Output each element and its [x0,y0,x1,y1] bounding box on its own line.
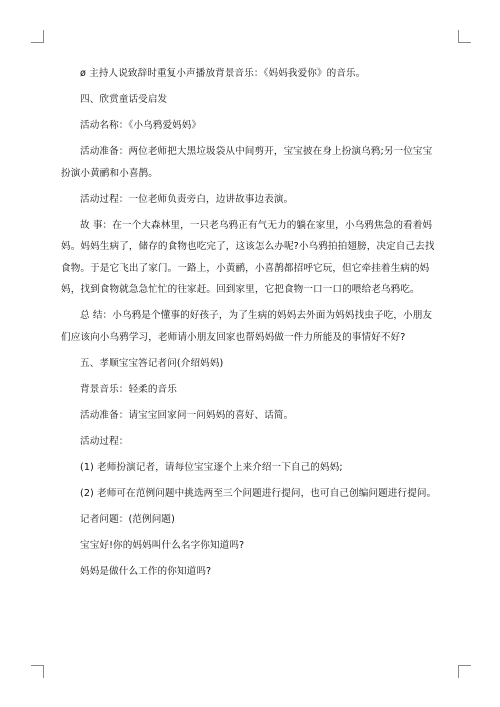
paragraph: (2) 老师可在范例问题中挑选两至三个问题进行提问，也可自己创编问题进行提问。 [80,487,437,499]
paragraph: 活动过程：一位老师负责旁白，边讲故事边表演。 [80,193,294,205]
crop-mark-top-left [31,30,44,43]
paragraph: 故 事：在一个大森林里，一只老乌鸦正有气无力的躺在家里，小乌鸦焦急的看着妈妈。妈妈生病了，储存的食物也吃完了，这该怎么办呢?小乌鸦拍拍翅膀，决定自己去找食物。于是它飞出了家门。一路上，小黄鹂，小喜鹊都招呼它玩，但它牵挂着生病的妈妈，找到食物就急急忙忙的往家赶。回到家里，它把食物一口一口的喂给老乌鸦吃。 [61,219,435,295]
paragraph: 记者问题：(范例问题) [80,513,175,525]
crop-mark-bottom-left [31,665,44,678]
paragraph: 活动准备：请宝宝回家问一问妈妈的喜好、话简。 [80,409,294,421]
paragraph: (1) 老师扮演记者，请每位宝宝逐个上来介绍一下自己的妈妈; [80,461,343,473]
paragraph: 背景音乐：轻柔的音乐 [80,383,177,395]
paragraph: 总 结：小乌鸦是个懂事的好孩子，为了生病的妈妈去外面为妈妈找虫子吃，小朋友们应该向小乌鸦学习，老师请小朋友回家也帮妈妈做一件力所能及的事情好不好? [61,310,433,343]
paragraph: 活动准备：两位老师把大黑垃圾袋从中间剪开，宝宝披在身上扮演乌鸦;另一位宝宝扮演小黄鹂和小喜鹊。 [61,146,433,179]
crop-mark-bottom-right [458,665,471,678]
document-body [61,63,439,587]
section-heading: 四、欣赏童话受启发 [80,94,168,105]
section-heading: 五、孝顺宝宝答记者问(介绍妈妈) [80,357,224,369]
paragraph: 宝宝好!你的妈妈叫什么名字你知道吗? [80,539,245,551]
crop-mark-top-right [458,30,471,43]
paragraph: 活动过程： [80,435,129,447]
paragraph: ø 主持人说致辞时重复小声播放背景音乐：《妈妈我爱你》的音乐。 [80,68,366,79]
paragraph: 妈妈是做什么工作的你知道吗? [80,565,212,577]
paragraph: 活动名称：《小乌鸦爱妈妈》 [80,120,202,131]
